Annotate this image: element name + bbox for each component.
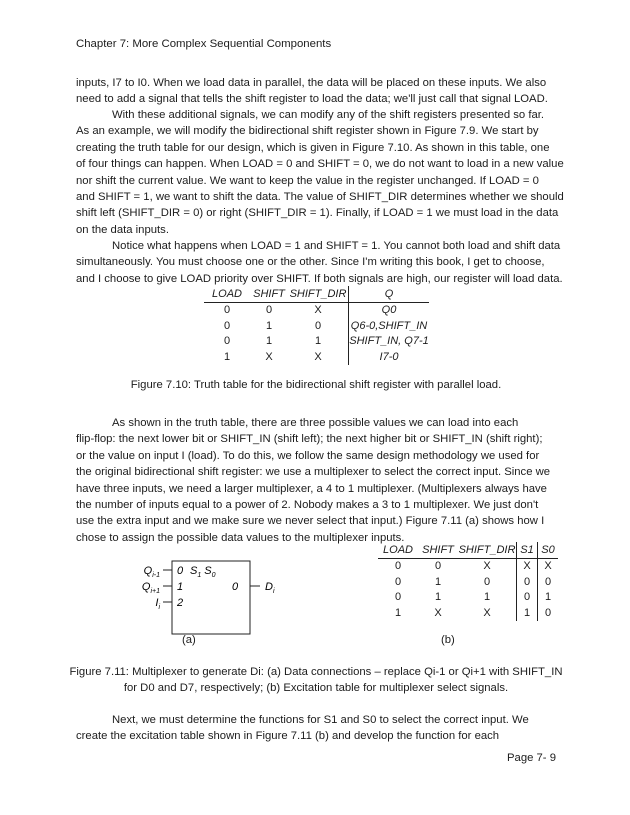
table-row xyxy=(204,302,429,318)
text-line: the original bidirectional shift register: we use a multiplexer to select the correct input. Since we xyxy=(76,466,551,479)
text-line: As an example, we will modify the bidirectional shift register shown in Figure 7.9. We start by xyxy=(76,125,539,138)
pin-0: 0 xyxy=(177,565,184,577)
paragraph-3 xyxy=(76,238,563,287)
cell: 0 xyxy=(204,302,250,318)
text-line: need to add a signal that tells the shift register to load the data; we'll just call that signal LOAD. xyxy=(76,93,548,106)
cell: X xyxy=(538,558,559,574)
cell: SHIFT_IN, Q7-1 xyxy=(349,335,429,348)
cell: 0 xyxy=(288,318,349,334)
figure-7-11-caption xyxy=(60,664,572,696)
truth-table xyxy=(204,286,429,365)
cell: 1 xyxy=(265,335,273,348)
pin-1: 1 xyxy=(177,581,184,593)
cell: X xyxy=(458,558,517,574)
text-line: for D0 and D7, respectively; (b) Excitation table for multiplexer select signals. xyxy=(123,682,509,694)
cell: 1 xyxy=(434,575,442,588)
text-line: Next, we must determine the functions for S1 and S0 to select the correct input. We xyxy=(112,714,529,726)
text-line: shift left (SHIFT_DIR = 0) or right (SHIFT_DIR = 1). Finally, if LOAD = 1 we must load in the data xyxy=(76,207,559,220)
cell: Q0 xyxy=(349,302,430,318)
cell: 0 xyxy=(394,591,402,604)
cell: 1 xyxy=(458,590,517,606)
pin-2: 2 xyxy=(177,597,184,609)
input-label-q-plus: $Q_{i+1}$ xyxy=(141,581,160,595)
cell: 0 xyxy=(378,558,418,574)
cell: 1 xyxy=(544,591,552,604)
text-line: Figure 7.11: Multiplexer to generate Di: (a) Data connections – replace Qi-1 or Qi+1 with SHIFT_IN xyxy=(69,666,563,678)
cell: 0 xyxy=(517,574,538,590)
excitation-table xyxy=(378,542,558,621)
col-s0: S0 xyxy=(541,543,555,556)
multiplexer-diagram xyxy=(130,556,280,638)
paragraph-4 xyxy=(76,415,556,546)
cell: 0 xyxy=(458,574,517,590)
cell: X xyxy=(458,605,517,621)
col-shift: SHIFT xyxy=(422,543,454,556)
col-s1: S1 xyxy=(517,542,538,558)
cell: 0 xyxy=(394,575,402,588)
text-line: With these additional signals, we can modify any of the shift registers presented so far. xyxy=(112,109,545,121)
cell: 0 xyxy=(544,606,552,619)
cell: X xyxy=(288,349,349,365)
cell: 1 xyxy=(394,606,402,619)
text-line: Notice what happens when LOAD = 1 and SHIFT = 1. You cannot both load and shift data xyxy=(112,240,561,252)
cell: Q6-0,SHIFT_IN xyxy=(350,319,428,332)
text-line: creating the truth table for our design, which is given in Figure 7.10. As shown in this table, one xyxy=(76,141,550,154)
table-row xyxy=(204,334,429,350)
table-row xyxy=(378,605,558,621)
text-line: nor shift the current value. We want to keep the value in the register unchanged. If LOAD = 0 xyxy=(76,174,539,187)
paragraph-5 xyxy=(76,712,556,745)
input-label-i: $I_i$ xyxy=(155,597,160,611)
text-line: or the value on input I (load). To do this, we follow the same design methodology we used for xyxy=(76,449,540,462)
table-row xyxy=(378,558,558,574)
text-line: of four things can happen. When LOAD = 0 and SHIFT = 0, we do not want to load in a new value xyxy=(76,158,564,171)
text-line: chose to assign the possible data values to the multiplexer inputs. xyxy=(76,531,405,544)
cell: 1 xyxy=(223,350,231,363)
text-line: have three inputs, we need a larger multiplexer, a 4 to 1 multiplexer. (Multiplexers always have xyxy=(76,482,547,495)
cell: 1 xyxy=(265,319,273,332)
subfigure-b-label: (b) xyxy=(441,634,455,646)
figure-7-10-caption: Figure 7.10: Truth table for the bidirectional shift register with parallel load. xyxy=(130,379,502,391)
col-shift-dir: SHIFT_DIR xyxy=(288,286,349,302)
cell: 0 xyxy=(223,335,231,348)
text-line: the number of inputs equal to a power of 2. Nobody makes a 3 to 1 multiplexer. We just don't xyxy=(76,499,539,512)
cell: 0 xyxy=(544,575,552,588)
output-pin: 0 xyxy=(232,581,239,593)
cell: X xyxy=(434,606,442,619)
table-row xyxy=(378,574,558,590)
text-line: inputs, I7 to I0. When we load data in parallel, the data will be placed on these inputs. We also xyxy=(76,77,547,89)
cell: 1 xyxy=(288,334,349,350)
table-row xyxy=(204,318,429,334)
col-shift-dir: SHIFT_DIR xyxy=(458,542,517,558)
cell: 0 xyxy=(517,590,538,606)
cell: 1 xyxy=(434,591,442,604)
col-load: LOAD xyxy=(212,287,242,300)
input-label-q-minus: $Q_{i-1}$ xyxy=(143,565,160,579)
table-header-row xyxy=(378,542,558,558)
cell: I7-0 xyxy=(379,350,399,363)
page-header: Chapter 7: More Complex Sequential Components xyxy=(76,38,332,50)
cell: 1 xyxy=(517,605,538,621)
cell: 0 xyxy=(223,319,231,332)
text-line: flip-flop: the next lower bit or SHIFT_IN (shift left); the next higher bit or SHIFT_IN (shift right); xyxy=(76,433,543,446)
cell: 0 xyxy=(418,558,458,574)
table-row xyxy=(204,349,429,365)
cell: X xyxy=(288,302,349,318)
page-number: Page 7- 9 xyxy=(507,752,556,764)
cell: 0 xyxy=(250,302,288,318)
cell: X xyxy=(517,558,538,574)
text-line: and I choose to give LOAD priority over SHIFT. If both signals are high, our register will load data. xyxy=(76,272,563,285)
text-line: simultaneously. You must choose one or the other. Since I'm writing this book, I get to choose, xyxy=(76,256,545,269)
table-row xyxy=(378,590,558,606)
col-q: Q xyxy=(384,287,394,300)
paragraph-1 xyxy=(76,75,556,108)
paragraph-2 xyxy=(76,107,564,238)
output-label: $D_i$ xyxy=(265,581,275,595)
text-line: create the excitation table shown in Figure 7.11 (b) and develop the function for each xyxy=(76,730,500,743)
col-load: LOAD xyxy=(383,543,413,556)
table-header-row xyxy=(204,286,429,302)
text-line: use the extra input and we make sure we never select that input.) Figure 7.11 (a) shows how I xyxy=(76,515,545,528)
text-line: and SHIFT = 1, we want to shift the data. The value of SHIFT_DIR determines whether we should xyxy=(76,191,564,204)
subfigure-a-label: (a) xyxy=(182,634,196,646)
col-shift: SHIFT xyxy=(253,287,285,300)
text-line: on the data inputs. xyxy=(76,223,169,236)
select-label: $S_1$ $S_0$ xyxy=(190,565,216,579)
text-line: As shown in the truth table, there are three possible values we can load into each xyxy=(112,417,519,429)
cell: X xyxy=(265,350,273,363)
